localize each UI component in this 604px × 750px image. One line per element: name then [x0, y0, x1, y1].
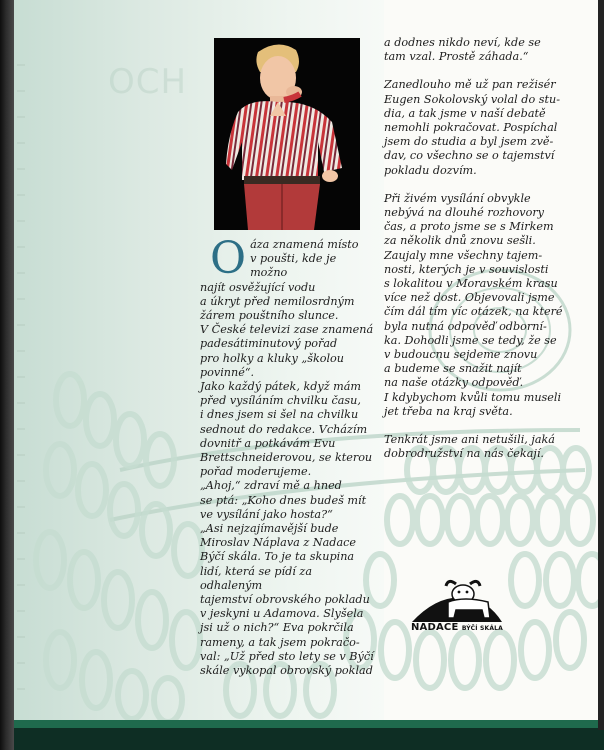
paragraph-naplava: „Asi nejzajímavější bude Miroslav Náplava z Nadace Býčí skála. To je ta skupina lidí, která se pídí za odhaleným tajemství obrovského pokladu v jeskyni u Adamova. Slyšela jsi už o nich?“ Eva pokrčila rameny, a tak jsem pokračo- val: „Už před sto lety se v Býčí skále vykopal obrovský poklad	[200, 522, 374, 678]
book-spine	[0, 0, 14, 750]
bottom-dark-strip	[14, 728, 604, 750]
logo-name: NADACE	[410, 622, 459, 633]
paragraph-zahada: a dodnes nikdo neví, kde se tam vzal. Prostě záhada.“	[384, 36, 541, 64]
left-text-column	[200, 233, 376, 678]
bottom-green-band	[14, 720, 604, 728]
paragraph-patek: Jako každý pátek, když mám před vysíláním chvilku času, i dnes jsem si šel na chvilku sednout do redakce. Vcházím dovnitř a potkávám Evu Brettschneiderovou, se kterou pořad moderujeme.	[200, 380, 373, 479]
background-ghost-letters: OCH	[108, 62, 188, 102]
logo-subtitle: BÝČÍ SKÁLA	[461, 625, 504, 632]
drop-cap-letter: O	[210, 233, 247, 284]
paragraph-tenkrat: Tenkrát jsme ani netušili, jaká dobrodružství na nás čekají.	[384, 433, 555, 461]
logo-wordmark	[408, 622, 506, 633]
presenter-photo	[214, 38, 360, 230]
paragraph-vysilani: Při živém vysílání obvykle nebývá na dlouhé rozhovory čas, a proto jsme se s Mirkem za několik dnů znovu sešli. Zaujaly mne všechny tajem- nosti, kterých je v souvislosti s lokalitou v Moravském krasu více než dost. Objevovali jsme čím dál tím víc otázek, na které byla nutná odpověď odborní- ka. Dohodli jsme se tedy, že se v budoucnu sejdeme znovu a budeme se snažit najít na naše otázky odpověď. I kdybychom kvůli tomu museli jet třeba na kraj světa.	[384, 191, 563, 418]
right-text-column	[384, 36, 580, 461]
bull-icon	[408, 578, 506, 624]
paragraph-oaza: áza znamená místo v poušti, kde je možno najít osvěžující vodu a úkryt před nemilosrdným žárem pouštního slunce. V České televizi zase znamená padesátiminutový pořad pro holky a kluky „školou povinné“.	[200, 238, 374, 379]
right-page-edge	[598, 0, 604, 730]
binding-stitches	[17, 40, 25, 700]
presenter-photo-drawing	[214, 38, 360, 230]
nadace-byci-skala-logo	[408, 578, 506, 642]
paragraph-rezisér: Zanedlouho mě už pan režisér Eugen Sokolovský volal do stu- dia, a tak jsme v naší debatě nemohli pokračovat. Pospíchal jsem do studia a byl jsem zvě- dav, co všechno se o tajemství pokladu dozvím.	[384, 78, 560, 177]
paragraph-ahoj: „Ahoj,“ zdraví mě a hned se ptá: „Koho dnes budeš mít ve vysílání jako hosta?“	[200, 479, 367, 521]
